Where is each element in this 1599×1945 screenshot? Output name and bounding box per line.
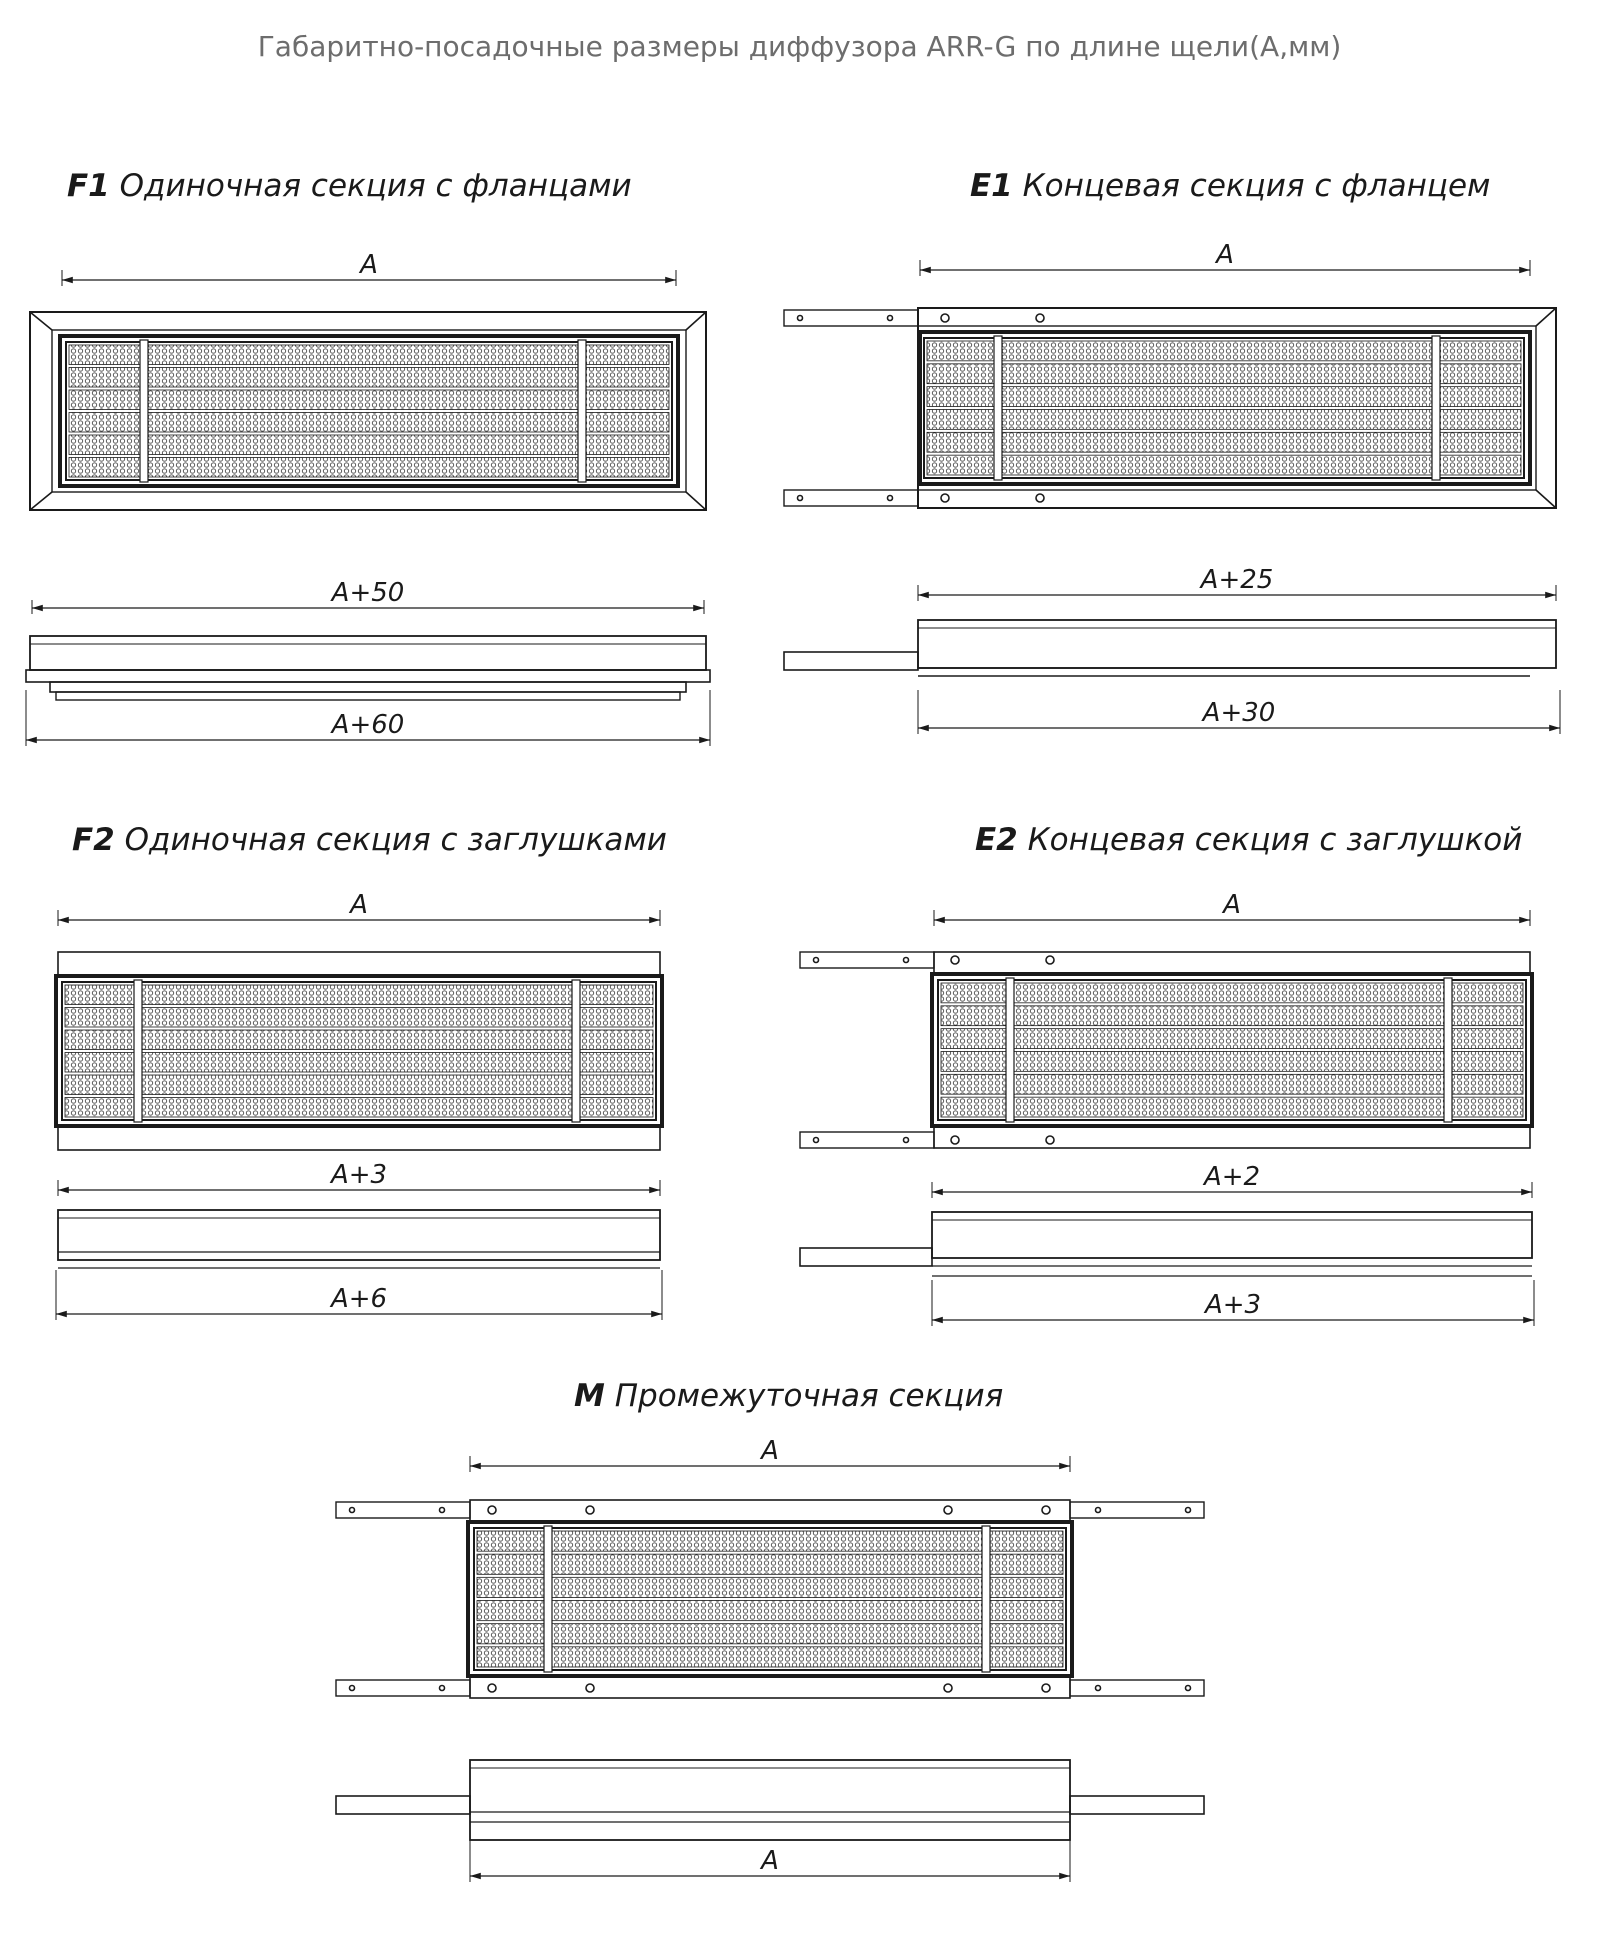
e2-hole (814, 1138, 819, 1143)
e1-hole (888, 496, 893, 501)
e2-hole (814, 958, 819, 963)
f1-dim-bottom-label: A+60 (331, 710, 405, 740)
f2-dim-mid-label: A+3 (330, 1160, 388, 1190)
m-side-strip-left (336, 1796, 470, 1814)
m-hole (440, 1686, 445, 1691)
f2-bottom-rail (58, 1126, 660, 1150)
f2-perforation-row (65, 985, 653, 1005)
e1-screw-icon (1036, 314, 1044, 322)
f1-side-lip (56, 692, 680, 700)
m-screw-icon (1042, 1684, 1050, 1692)
m-perforation-row (477, 1531, 1063, 1551)
e1-dim-bottom-label: A+30 (1202, 698, 1276, 728)
f1-side-grille (50, 682, 686, 692)
m-joint-strip-left (336, 1502, 470, 1518)
f2-support-bar (572, 980, 580, 1122)
f2-dim-bottom-label: A+6 (330, 1284, 388, 1314)
e2-perforation-row (941, 1052, 1523, 1072)
section-name-f2: Одиночная секция с заглушками (114, 822, 667, 858)
m-hole (1096, 1686, 1101, 1691)
f1-support-bar (140, 340, 148, 482)
m-hole (440, 1508, 445, 1513)
m-hole (1186, 1508, 1191, 1513)
m-screw-icon (1042, 1506, 1050, 1514)
e2-perforation-row (941, 1097, 1523, 1117)
f2-top-rail (58, 952, 660, 976)
f2-dim-top-label: A (350, 890, 368, 920)
section-code-f2: F2 (72, 822, 115, 858)
f1-dim-top-label: A (360, 250, 378, 280)
m-top-rail (470, 1500, 1070, 1522)
section-code-e1: E1 (970, 168, 1013, 204)
section-name-e1: Концевая секция с фланцем (1012, 168, 1491, 204)
f2-support-bar (134, 980, 142, 1122)
m-joint-strip-right (1070, 1680, 1204, 1696)
m-support-bar (544, 1526, 552, 1672)
e1-joint-strip (784, 310, 918, 326)
f2-perforation-row (65, 1053, 653, 1073)
e1-hole (798, 316, 803, 321)
m-side-strip-right (1070, 1796, 1204, 1814)
e1-dim-mid-label: A+25 (1200, 565, 1274, 595)
section-name-f1: Одиночная секция с фланцами (109, 168, 632, 204)
f1-side-body (30, 636, 706, 670)
e2-joint-strip (800, 952, 934, 968)
m-perforation-row (477, 1577, 1063, 1597)
m-joint-strip-right (1070, 1502, 1204, 1518)
section-name-e2: Концевая секция с заглушкой (1017, 822, 1523, 858)
e1-hole (798, 496, 803, 501)
e2-screw-icon (951, 1136, 959, 1144)
e2-side-body (932, 1212, 1532, 1258)
m-support-bar (982, 1526, 990, 1672)
e1-side-strip (784, 652, 918, 670)
section-name-m: Промежуточная секция (604, 1378, 1004, 1414)
e2-screw-icon (951, 956, 959, 964)
f2-perforation-row (65, 1030, 653, 1050)
section-code-e2: E2 (975, 822, 1018, 858)
m-screw-icon (586, 1506, 594, 1514)
e2-hole (904, 1138, 909, 1143)
e1-joint-strip (784, 490, 918, 506)
f1-flange-corner (686, 312, 706, 330)
f1-flange-corner (30, 492, 52, 510)
e2-bottom-rail (934, 1126, 1530, 1148)
m-hole (350, 1508, 355, 1513)
f1-dim-mid-label: A+50 (331, 578, 405, 608)
m-screw-icon (488, 1684, 496, 1692)
e1-flange-corner (1536, 490, 1556, 508)
e1-support-bar (994, 336, 1002, 480)
m-perforation-row (477, 1624, 1063, 1644)
e2-perforation-row (941, 983, 1523, 1003)
f2-perforation-row (65, 1008, 653, 1028)
e1-hole (888, 316, 893, 321)
m-screw-icon (586, 1684, 594, 1692)
e2-support-bar (1444, 978, 1452, 1122)
page-title: Габаритно-посадочные размеры диффузора ARR-G по длине щели(А,мм) (257, 30, 1342, 63)
m-hole (1186, 1686, 1191, 1691)
m-screw-icon (488, 1506, 496, 1514)
e2-dim-top-label: A (1223, 890, 1241, 920)
m-screw-icon (944, 1684, 952, 1692)
f2-perforation-row (65, 1075, 653, 1095)
f2-perforation-row (65, 1098, 653, 1118)
e1-side-body (918, 620, 1556, 668)
m-bottom-rail (470, 1676, 1070, 1698)
e2-dim-bottom-label: A+3 (1204, 1290, 1262, 1320)
f1-side-flange (26, 670, 710, 682)
m-dim-top-label: A (761, 1436, 779, 1466)
section-code-m: M (574, 1378, 605, 1414)
e1-flange-corner (1536, 308, 1556, 326)
m-perforation-row (477, 1647, 1063, 1667)
e2-support-bar (1006, 978, 1014, 1122)
e2-hole (904, 958, 909, 963)
e2-perforation-row (941, 1029, 1523, 1049)
e1-screw-icon (941, 494, 949, 502)
e1-screw-icon (1036, 494, 1044, 502)
e1-dim-top-label: A (1216, 240, 1234, 270)
f1-flange-corner (30, 312, 52, 330)
e2-perforation-row (941, 1006, 1523, 1026)
m-side-body (470, 1760, 1070, 1840)
e2-top-rail (934, 952, 1530, 974)
e2-screw-icon (1046, 1136, 1054, 1144)
m-perforation-row (477, 1601, 1063, 1621)
e1-support-bar (1432, 336, 1440, 480)
m-hole (1096, 1508, 1101, 1513)
m-joint-strip-left (336, 1680, 470, 1696)
e2-dim-mid-label: A+2 (1203, 1162, 1261, 1192)
e2-screw-icon (1046, 956, 1054, 964)
section-code-f1: F1 (67, 168, 110, 204)
f1-support-bar (578, 340, 586, 482)
m-hole (350, 1686, 355, 1691)
e2-joint-strip (800, 1132, 934, 1148)
m-screw-icon (944, 1506, 952, 1514)
m-perforation-row (477, 1554, 1063, 1574)
f1-flange-corner (686, 492, 706, 510)
m-dim-bottom-label: A (761, 1846, 779, 1876)
e1-screw-icon (941, 314, 949, 322)
e2-perforation-row (941, 1074, 1523, 1094)
e2-side-strip (800, 1248, 932, 1266)
